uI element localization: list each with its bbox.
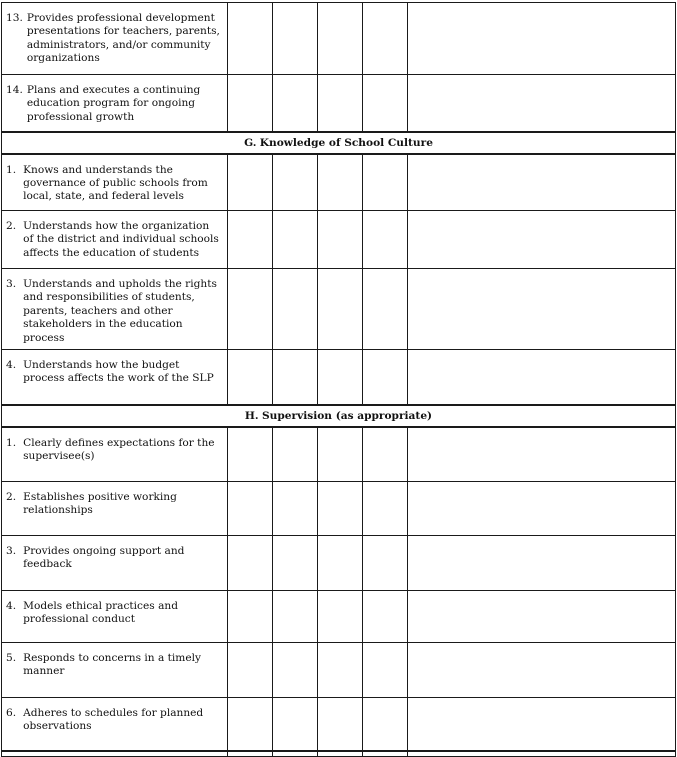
item-text: Provides professional development presentations for teachers, parents, administrators, and/or community organizations [26,12,220,65]
item-text: Establishes positive working relationships [23,491,177,517]
item-text: Understands how the budget process affects the work of the SLP [23,359,214,385]
rating-cell-1[interactable] [228,643,273,698]
item-cell [2,75,228,132]
rating-cell-3[interactable] [318,269,363,350]
rating-cell-2[interactable] [273,269,318,350]
table-row [2,350,676,405]
item-text: Provides ongoing support and feedback [23,545,185,571]
rating-cell-2[interactable] [273,643,318,698]
item-cell [2,698,228,751]
rating-cell-4[interactable] [363,536,408,591]
rating-cell-4[interactable] [363,75,408,132]
table-row [2,211,676,269]
rating-cell-2[interactable] [273,482,318,536]
rating-cell-3[interactable] [318,482,363,536]
rating-cell-2[interactable] [273,751,318,757]
item-cell [2,751,228,757]
table-row [2,698,676,751]
rating-cell-1[interactable] [228,211,273,269]
item-cell [2,154,228,211]
rating-cell-3[interactable] [318,591,363,643]
item-number: 4. [6,600,17,613]
table-row [2,3,676,75]
rating-cell-1[interactable] [228,427,273,482]
rating-cell-4[interactable] [363,269,408,350]
comment-cell[interactable] [408,698,676,751]
rating-cell-4[interactable] [363,591,408,643]
item-cell [2,350,228,405]
section-header-g [2,132,676,154]
rating-cell-1[interactable] [228,3,273,75]
item-text: Clearly defines expectations for the supervisee(s) [23,436,215,462]
section-header-h [2,405,676,427]
comment-cell[interactable] [408,427,676,482]
item-text: Understands and upholds the rights and responsibilities of students, parents, teachers and other stakeholders in the education process [23,278,217,344]
rating-cell-3[interactable] [318,75,363,132]
rating-cell-2[interactable] [273,3,318,75]
table-row [2,269,676,350]
item-number: 1. [6,163,17,176]
item-cell [2,3,228,75]
item-cell [2,643,228,698]
rating-cell-3[interactable] [318,3,363,75]
comment-cell[interactable] [408,482,676,536]
rating-cell-2[interactable] [273,75,318,132]
item-cell [2,269,228,350]
rating-cell-4[interactable] [363,482,408,536]
item-number: 2. [6,491,17,504]
comment-cell[interactable] [408,154,676,211]
item-number: 6. [6,707,17,720]
rating-cell-3[interactable] [318,698,363,751]
table-row [2,536,676,591]
item-cell [2,536,228,591]
item-number: 13. [6,12,23,24]
rating-cell-2[interactable] [273,350,318,405]
comment-cell[interactable] [408,3,676,75]
item-number: 5. [6,652,17,665]
item-number: 4. [6,359,17,372]
table-row [2,482,676,536]
comment-cell[interactable] [408,269,676,350]
comment-cell[interactable] [408,536,676,591]
item-cell [2,482,228,536]
item-text: Adheres to schedules for planned observations [23,707,204,733]
rating-cell-1[interactable] [228,751,273,757]
rating-cell-4[interactable] [363,211,408,269]
table-row [2,75,676,132]
rating-cell-2[interactable] [273,154,318,211]
section-title: Supervision (as appropriate) [261,409,433,422]
rating-cell-4[interactable] [363,154,408,211]
rating-cell-2[interactable] [273,536,318,591]
table-row [2,751,676,757]
item-cell [2,211,228,269]
rating-cell-1[interactable] [228,154,273,211]
section-letter: H. [244,409,259,422]
item-number: 3. [6,278,17,290]
rating-cell-1[interactable] [228,698,273,751]
rating-cell-4[interactable] [363,643,408,698]
rating-cell-1[interactable] [228,350,273,405]
section-title: Knowledge of School Culture [259,136,433,149]
item-text: Plans and executes a continuing education program for ongoing professional growth [26,84,201,123]
item-text: Responds to concerns in a timely manner [23,652,201,678]
item-text: Knows and understands the governance of public schools from local, state, and federal levels [23,163,208,203]
rating-cell-1[interactable] [228,75,273,132]
rating-cell-4[interactable] [363,427,408,482]
section-title-cell [2,132,676,154]
section-title-cell [2,405,676,427]
rating-cell-3[interactable] [318,350,363,405]
rating-cell-4[interactable] [363,751,408,757]
item-text: Models ethical practices and professional conduct [23,600,178,626]
rating-cell-2[interactable] [273,427,318,482]
rating-cell-2[interactable] [273,591,318,643]
section-letter: G. [244,136,257,149]
evaluation-table [1,2,676,757]
comment-cell[interactable] [408,75,676,132]
item-cell [2,427,228,482]
rating-cell-3[interactable] [318,751,363,757]
rating-cell-4[interactable] [363,698,408,751]
rating-cell-3[interactable] [318,211,363,269]
rating-cell-1[interactable] [228,482,273,536]
rating-cell-1[interactable] [228,536,273,591]
rating-cell-3[interactable] [318,427,363,482]
rating-cell-1[interactable] [228,269,273,350]
rating-cell-3[interactable] [318,154,363,211]
table-row [2,427,676,482]
comment-cell[interactable] [408,350,676,405]
table-row [2,643,676,698]
item-number: 2. [6,220,17,232]
comment-cell[interactable] [408,751,676,757]
rating-cell-4[interactable] [363,3,408,75]
rating-cell-3[interactable] [318,643,363,698]
rating-cell-1[interactable] [228,591,273,643]
table-row [2,154,676,211]
item-text: Understands how the organization of the district and individual schools affects the education of students [23,220,219,259]
item-cell [2,591,228,643]
rating-cell-2[interactable] [273,211,318,269]
comment-cell[interactable] [408,643,676,698]
item-number: 1. [6,436,17,449]
comment-cell[interactable] [408,211,676,269]
rating-cell-3[interactable] [318,536,363,591]
rating-cell-4[interactable] [363,350,408,405]
item-number: 14. [6,84,23,96]
comment-cell[interactable] [408,591,676,643]
item-number: 3. [6,545,17,558]
table-row [2,591,676,643]
rating-cell-2[interactable] [273,698,318,751]
